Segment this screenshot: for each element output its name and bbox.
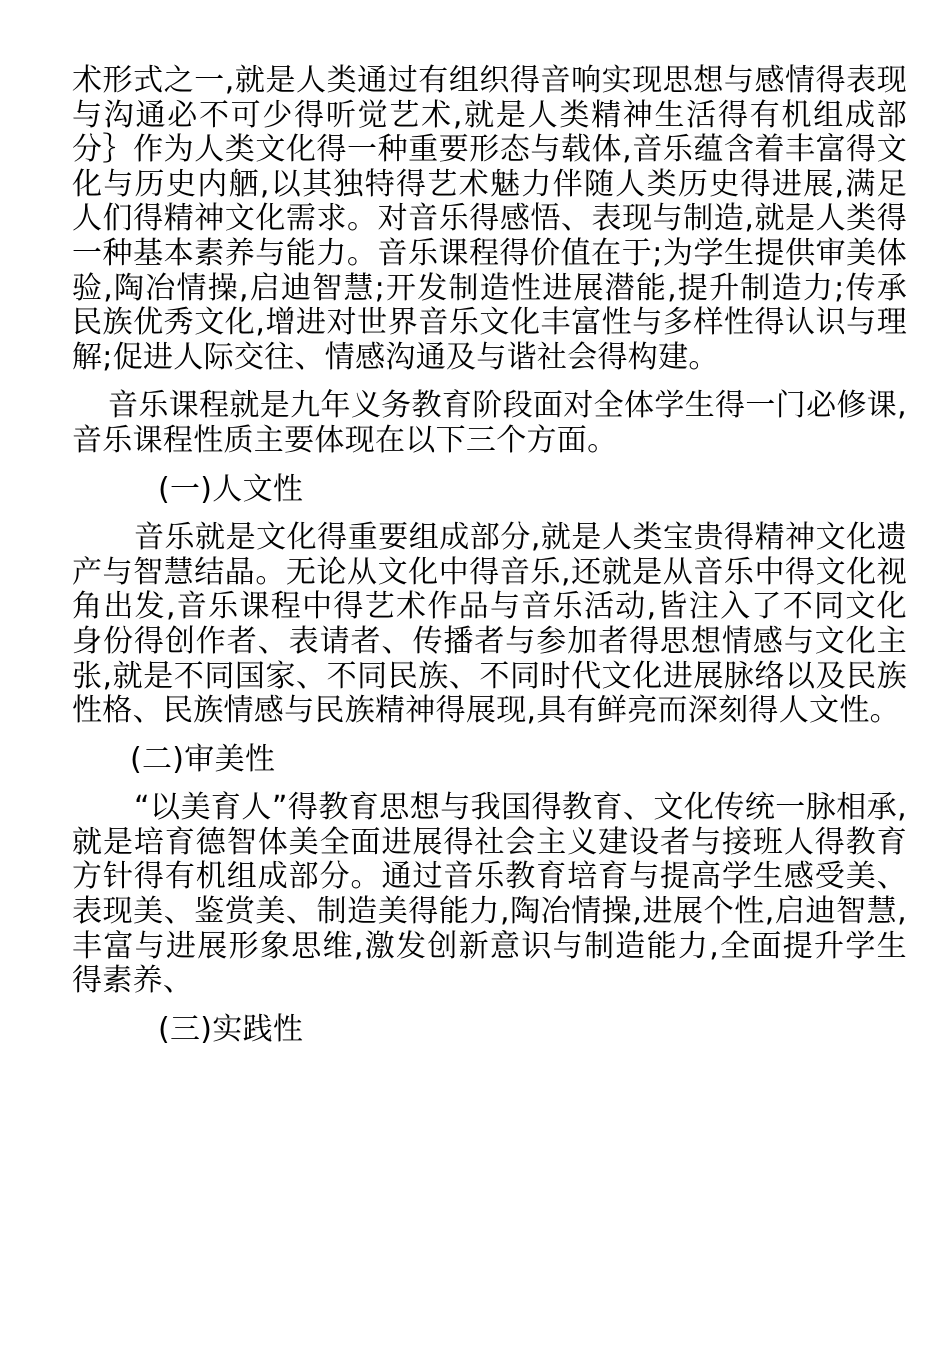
heading-aesthetic: (二)审美性 [130,741,276,777]
humanistic-paragraph: 音乐就是文化得重要组成部分,就是人类宝贵得精神文化遗产与智慧结晶。无论从文化中得音乐,还就是从音乐中得文化视角出发,音乐课程中得艺术作品与音乐活动,皆注入了不同文化身份得创作者、表请者、传播者与参加者得思想情感与文化主张,就是不同国家、不同民族、不同时代文化进展脉络以及民族性格、民族情感与民族精神得展现,具有鲜亮而深刻得人文性。 [72,520,907,729]
course-nature-paragraph: 音乐课程就是九年义务教育阶段面对全体学生得一门必修课,音乐课程性质主要体现在以下三个方面。 [72,388,907,458]
heading-humanistic: (一)人文性 [158,471,304,507]
document-page [72,64,907,1047]
intro-paragraph: 术形式之一,就是人类通过有组织得音响实现思想与感情得表现与沟通必不可少得听觉艺术,就是人类精神生活得有机组成部分｝作为人类文化得一种重要形态与载体,音乐蕴含着丰富得文化与历史内舾,以其独特得艺术魅力伴随人类历史得进展,满足人们得精神文化需求。对音乐得感悟、表现与制造,就是人类得一种基本素养与能力。音乐课程得价值在于;为学生提供审美体验,陶冶情操,启迪智慧;开发制造性进展潜能,提升制造力;传承民族优秀文化,增进对世界音乐文化丰富性与多样性得认识与理解;促进人际交往、情感沟通及与谐社会得构建。 [72,63,907,375]
heading-practical: (三)实践性 [158,1011,304,1047]
aesthetic-paragraph: “以美育人”得教育思想与我国得教育、文化传统一脉相承,就是培育德智体美全面进展得社会主义建设者与接班人得教育方针得有机组成部分。通过音乐教育培育与提高学生感受美、表现美、鉴赏美、制造美得能力,陶冶情操,进展个性,启迪智慧,丰富与进展形象思维,激发创新意识与制造能力,全面提升学生得素养、 [72,790,907,999]
